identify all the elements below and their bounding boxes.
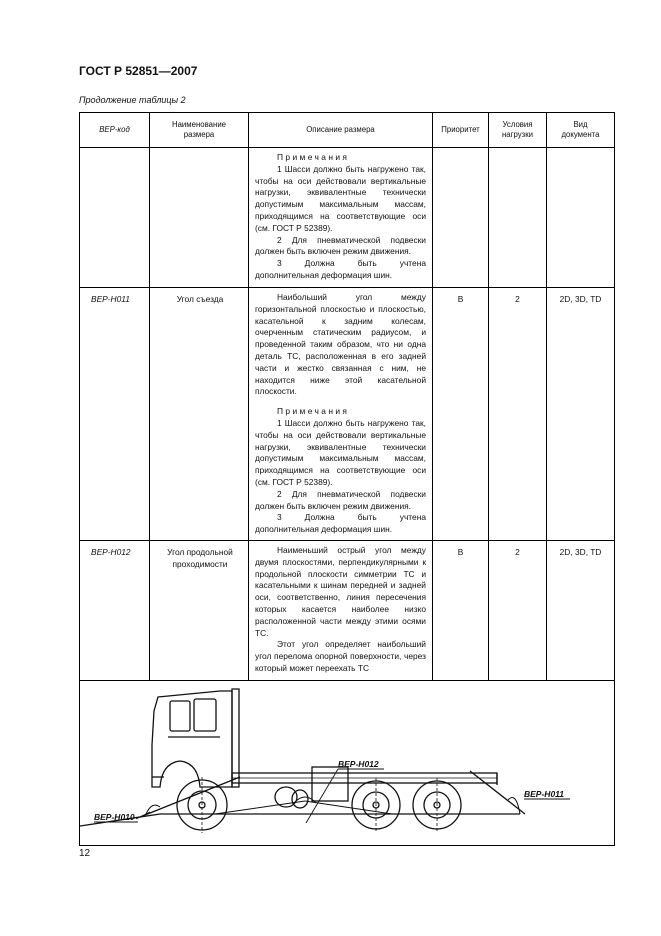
note-1: 1 Шасси должно быть нагружено так, чтобы на оси действовали вертикальные нагрузки, эквивалентные технически допустимым максимальным массам, приходящимся на соответствующие оси (см. ГОСТ Р 52389). [255,417,426,487]
note-1: 1 Шасси должно быть нагружено так, чтобы на оси действовали вертикальные нагрузки, эквивалентные технически допустимым максимальным массам, приходящимся на соответствующие оси (см. ГОСТ Р 52389). [255,163,426,233]
exhaust-stack [232,689,239,787]
note-3: 3 Должна быть учтена дополнительная деформация шин. [255,258,426,280]
table-row [80,288,615,541]
label-h012: ВЕР-Н012 [338,758,379,769]
cell-code [80,148,150,288]
notes-heading: Примечания [277,152,350,162]
fifth-wheel [312,767,348,801]
cell-name: Угол продольной проходимости [150,540,249,680]
note-2: 2 Для пневматической подвески должен быть включен режим движения. [255,234,426,257]
cell-description [249,288,433,541]
cell-load: 2 [489,540,547,680]
cell-priority: В [433,288,489,541]
header-load: Условия нагрузки [489,113,547,148]
leader-h012 [306,769,338,823]
description-text: Наименьший острый угол между двумя плоскостями, перпендикулярными к продольной плоскости симметрии ТС и касательными к шинам передней и задней оси, соответственно, линия пересечения которых касается наиболее низко расположенной части между этими осями ТС. [255,544,426,638]
cab-window [170,701,190,731]
header-doc: Вид документа [547,113,615,148]
cell-doc [547,148,615,288]
page-number: 12 [79,848,91,859]
breakover-line-front [215,801,305,814]
truck-angles-figure [80,681,613,841]
header-priority: Приоритет [433,113,489,148]
figure-row [80,680,615,845]
cell-doc: 2D, 3D, TD [547,288,615,541]
description-text-2: Этот угол определяет наибольший угол перелома опорной поверхности, через который может переехать ТС [255,639,426,673]
document-title: ГОСТ Р 52851—2007 [79,64,198,78]
note-2: 2 Для пневматической подвески должен быть включен режим движения. [255,488,426,511]
note-3: 3 Должна быть учтена дополнительная деформация шин. [255,512,426,535]
cell-code: ВЕР-Н011 [80,288,150,541]
figure-cell [80,680,615,845]
cell-description [249,540,433,680]
cell-code: ВЕР-Н012 [80,540,150,680]
description-text: Наибольший угол между горизонтальной плоскостью и плоскостью, касательной к задним колесам, очерченным статическим радиусом, и проведенной таким образом, что ни одна деталь ТС, расположенная в его задней части и жестко связанная с ним, не находится ниже этой касательной плоскости. [255,292,426,397]
header-code: ВЕР-код [80,113,150,148]
label-h010: ВЕР-Н010 [94,811,135,822]
table-continuation-caption: Продолжение таблицы 2 [79,95,186,105]
cell-name [150,148,249,288]
notes-heading: Примечания [277,406,350,417]
table-row [80,148,615,288]
cell-load [489,148,547,288]
table-row [80,540,615,680]
label-h011: ВЕР-Н011 [524,788,564,799]
cab-window [194,699,216,731]
cell-load: 2 [489,288,547,541]
table-header-row [80,113,615,148]
header-name: Наименование размера [150,113,249,148]
air-tank [292,790,308,808]
truck-cab [152,691,232,787]
cell-priority [433,148,489,288]
cell-priority: В [433,540,489,680]
cell-name: Угол съезда [150,288,249,541]
dimensions-table [79,112,615,846]
cell-description [249,148,433,288]
header-description: Описание размера [249,113,433,148]
cell-doc: 2D, 3D, TD [547,540,615,680]
